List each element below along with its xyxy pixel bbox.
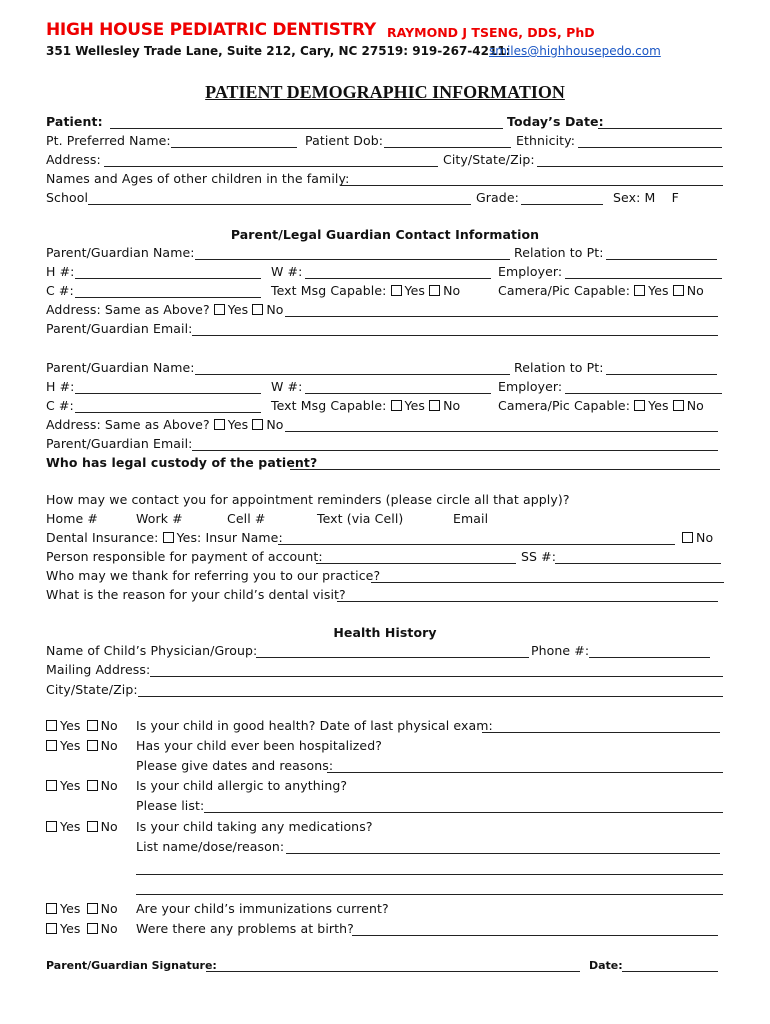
guardian1-text-msg [271,283,460,298]
guardian1-camera [498,283,704,298]
q4-field-extra-2[interactable] [136,894,723,895]
q1-options [46,718,118,733]
insurance-name-field[interactable] [278,544,675,545]
guardian1-name-label: Parent/Guardian Name: [46,245,195,260]
q5-no-label: No [100,901,118,916]
address-same-yes-label: Yes [227,302,249,317]
guardian1-home-label: H #: [46,264,75,279]
grade-field[interactable] [521,204,603,205]
camera-label: Camera/Pic Capable: [498,283,631,298]
camera-yes-checkbox[interactable] [634,285,645,296]
insurance-yes-label: Yes: Insur Name: [176,530,283,545]
doctor-name: RAYMOND J TSENG, DDS, PhD [387,25,595,40]
payer-label: Person responsible for payment of account: [46,549,323,564]
camera-no-checkbox[interactable] [673,400,684,411]
physician-city-label: City/State/Zip: [46,682,138,697]
address-same-label: Address: Same as Above? [46,302,210,317]
school-field[interactable] [88,204,471,205]
visit-reason-label: What is the reason for your child’s dental visit? [46,587,346,602]
referral-label: Who may we thank for referring you to our practice? [46,568,381,583]
text-msg-no-checkbox[interactable] [429,285,440,296]
guardian2-employer-label: Employer: [498,379,563,394]
city-state-zip-field[interactable] [537,166,723,167]
camera-label: Camera/Pic Capable: [498,398,631,413]
text-msg-yes-label: Yes [404,283,426,298]
signature-date-label: Date: [589,959,623,972]
q2-sub-label: Please give dates and reasons: [136,758,334,773]
q1-label: Is your child in good health? Date of last physical exam: [136,718,493,733]
q4-sub-label: List name/dose/reason: [136,839,285,854]
signature-date-field[interactable] [622,971,718,972]
guardian-section-title: Parent/Legal Guardian Contact Information [230,227,540,242]
guardian1-work-field[interactable] [305,278,491,279]
q3-label: Is your child allergic to anything? [136,778,348,793]
guardian2-relation-label: Relation to Pt: [514,360,604,375]
ssn-label: SS #: [521,549,557,564]
signature-field[interactable] [206,971,580,972]
practice-address: 351 Wellesley Trade Lane, Suite 212, Cary, NC 27519: 919-267-4211: [46,44,511,58]
q5-yes-checkbox[interactable] [46,903,57,914]
custody-field[interactable] [290,469,720,470]
ssn-field[interactable] [555,563,721,564]
guardian1-relation-label: Relation to Pt: [514,245,604,260]
ethnicity-label: Ethnicity: [516,133,576,148]
q2-yes-checkbox[interactable] [46,740,57,751]
guardian2-address-field[interactable] [285,431,718,432]
siblings-label: Names and Ages of other children in the family: [46,171,350,186]
preferred-name-field[interactable] [171,147,297,148]
guardian1-name-field[interactable] [195,259,510,260]
guardian2-camera [498,398,704,413]
physician-city-field[interactable] [138,696,723,697]
q1-field[interactable] [482,732,720,733]
camera-no-label: No [686,283,704,298]
insurance-no [682,530,713,545]
guardian1-home-field[interactable] [75,278,261,279]
q1-yes-label: Yes [60,718,81,733]
guardian1-work-label: W #: [271,264,303,279]
city-state-zip-label: City/State/Zip: [443,152,535,167]
q6-field[interactable] [352,935,718,936]
guardian1-employer-label: Employer: [498,264,563,279]
reminders-label: How may we contact you for appointment reminders (please circle all that apply)? [46,492,570,507]
q4-yes-label: Yes [60,819,81,834]
q6-no-checkbox[interactable] [87,923,98,934]
camera-no-checkbox[interactable] [673,285,684,296]
physician-field[interactable] [256,657,529,658]
guardian2-cell-field[interactable] [75,412,261,413]
practice-name: HIGH HOUSE PEDIATRIC DENTISTRY [46,20,376,40]
q5-options [46,901,118,916]
q3-field[interactable] [204,812,723,813]
q3-yes-checkbox[interactable] [46,780,57,791]
guardian1-email-label: Parent/Guardian Email: [46,321,193,336]
q6-no-label: No [100,921,118,936]
q4-no-checkbox[interactable] [87,821,98,832]
q1-no-checkbox[interactable] [87,720,98,731]
insurance-no-label: No [696,530,714,545]
text-msg-label: Text Msg Capable: [271,398,387,413]
reminder-option-home[interactable]: Home # [46,511,98,526]
guardian2-name-label: Parent/Guardian Name: [46,360,195,375]
camera-yes-label: Yes [648,398,669,413]
q2-label: Has your child ever been hospitalized? [136,738,382,753]
q4-yes-checkbox[interactable] [46,821,57,832]
guardian2-email-field[interactable] [192,450,718,451]
q5-yes-label: Yes [60,901,81,916]
address-same-label: Address: Same as Above? [46,417,210,432]
physician-phone-field[interactable] [589,657,710,658]
guardian2-email-label: Parent/Guardian Email: [46,436,193,451]
guardian1-email-field[interactable] [192,335,718,336]
text-msg-yes-checkbox[interactable] [391,400,402,411]
guardian2-work-label: W #: [271,379,303,394]
q2-no-checkbox[interactable] [87,740,98,751]
q2-no-label: No [100,738,118,753]
insurance-no-checkbox[interactable] [682,532,693,543]
todays-date-label: Today’s Date: [507,114,604,129]
guardian2-relation-field[interactable] [606,374,717,375]
q1-yes-checkbox[interactable] [46,720,57,731]
address-same-no-checkbox[interactable] [252,419,263,430]
todays-date-field[interactable] [598,128,722,129]
q4-label: Is your child taking any medications? [136,819,373,834]
guardian2-employer-field[interactable] [565,393,722,394]
camera-yes-checkbox[interactable] [634,400,645,411]
guardian1-employer-field[interactable] [565,278,722,279]
q6-label: Were there any problems at birth? [136,921,354,936]
address-field[interactable] [104,166,438,167]
guardian1-relation-field[interactable] [606,259,717,260]
q6-yes-label: Yes [60,921,81,936]
physician-phone-label: Phone #: [531,643,590,658]
q6-yes-checkbox[interactable] [46,923,57,934]
school-label: School [46,190,89,205]
address-same-yes-checkbox[interactable] [214,419,225,430]
payer-field[interactable] [316,563,516,564]
address-label: Address: [46,152,101,167]
camera-yes-label: Yes [648,283,669,298]
practice-email-link[interactable]: smiles@highhousepedo.com [489,44,661,58]
guardian1-cell-label: C #: [46,283,74,298]
mailing-address-label: Mailing Address: [46,662,151,677]
q2-yes-label: Yes [60,738,81,753]
reminder-option-text[interactable]: Text (via Cell) [317,511,404,526]
preferred-name-label: Pt. Preferred Name: [46,133,171,148]
q2-options [46,738,118,753]
text-msg-yes-label: Yes [404,398,426,413]
guardian1-address-field[interactable] [285,316,718,317]
text-msg-no-label: No [443,283,461,298]
guardian2-home-field[interactable] [75,393,261,394]
q1-no-label: No [100,718,118,733]
guardian2-name-field[interactable] [195,374,510,375]
address-same-yes-checkbox[interactable] [214,304,225,315]
q5-no-checkbox[interactable] [87,903,98,914]
q4-field-extra-1[interactable] [136,874,723,875]
dob-label: Patient Dob: [305,133,384,148]
reminder-option-email[interactable]: Email [453,511,489,526]
insurance-yes-checkbox[interactable] [163,532,174,543]
guardian2-home-label: H #: [46,379,75,394]
reminder-option-work[interactable]: Work # [136,511,183,526]
q3-options [46,778,118,793]
physician-label: Name of Child’s Physician/Group: [46,643,258,658]
mailing-address-field[interactable] [150,676,723,677]
ethnicity-field[interactable] [578,147,722,148]
form-title: PATIENT DEMOGRAPHIC INFORMATION [205,82,565,102]
guardian2-text-msg [271,398,460,413]
q3-sub-label: Please list: [136,798,205,813]
insurance-label: Dental Insurance: [46,530,159,545]
guardian2-work-field[interactable] [305,393,491,394]
patient-label: Patient: [46,114,103,129]
address-same-no-label: No [266,302,284,317]
address-same-no-checkbox[interactable] [252,304,263,315]
referral-field[interactable] [371,582,724,583]
guardian2-cell-label: C #: [46,398,74,413]
signature-label: Parent/Guardian Signature: [46,959,217,972]
q4-options [46,819,118,834]
q3-no-checkbox[interactable] [87,780,98,791]
q5-label: Are your child’s immunizations current? [136,901,389,916]
visit-reason-field[interactable] [337,601,718,602]
camera-no-label: No [686,398,704,413]
health-section-title: Health History [333,625,437,640]
grade-label: Grade: [476,190,519,205]
guardian1-address-same [46,302,284,317]
dob-field[interactable] [384,147,511,148]
q6-options [46,921,118,936]
text-msg-label: Text Msg Capable: [271,283,387,298]
insurance-row [46,530,283,545]
patient-field[interactable] [110,128,503,129]
siblings-field[interactable] [340,185,723,186]
q3-no-label: No [100,778,118,793]
q4-no-label: No [100,819,118,834]
q4-field[interactable] [286,853,720,854]
address-same-no-label: No [266,417,284,432]
sex-label[interactable]: Sex: M F [613,190,679,205]
guardian2-address-same [46,417,284,432]
reminder-option-cell[interactable]: Cell # [227,511,266,526]
custody-label: Who has legal custody of the patient? [46,455,318,470]
q2-field[interactable] [327,772,723,773]
text-msg-no-label: No [443,398,461,413]
q3-yes-label: Yes [60,778,81,793]
guardian1-cell-field[interactable] [75,297,261,298]
text-msg-no-checkbox[interactable] [429,400,440,411]
address-same-yes-label: Yes [227,417,249,432]
text-msg-yes-checkbox[interactable] [391,285,402,296]
